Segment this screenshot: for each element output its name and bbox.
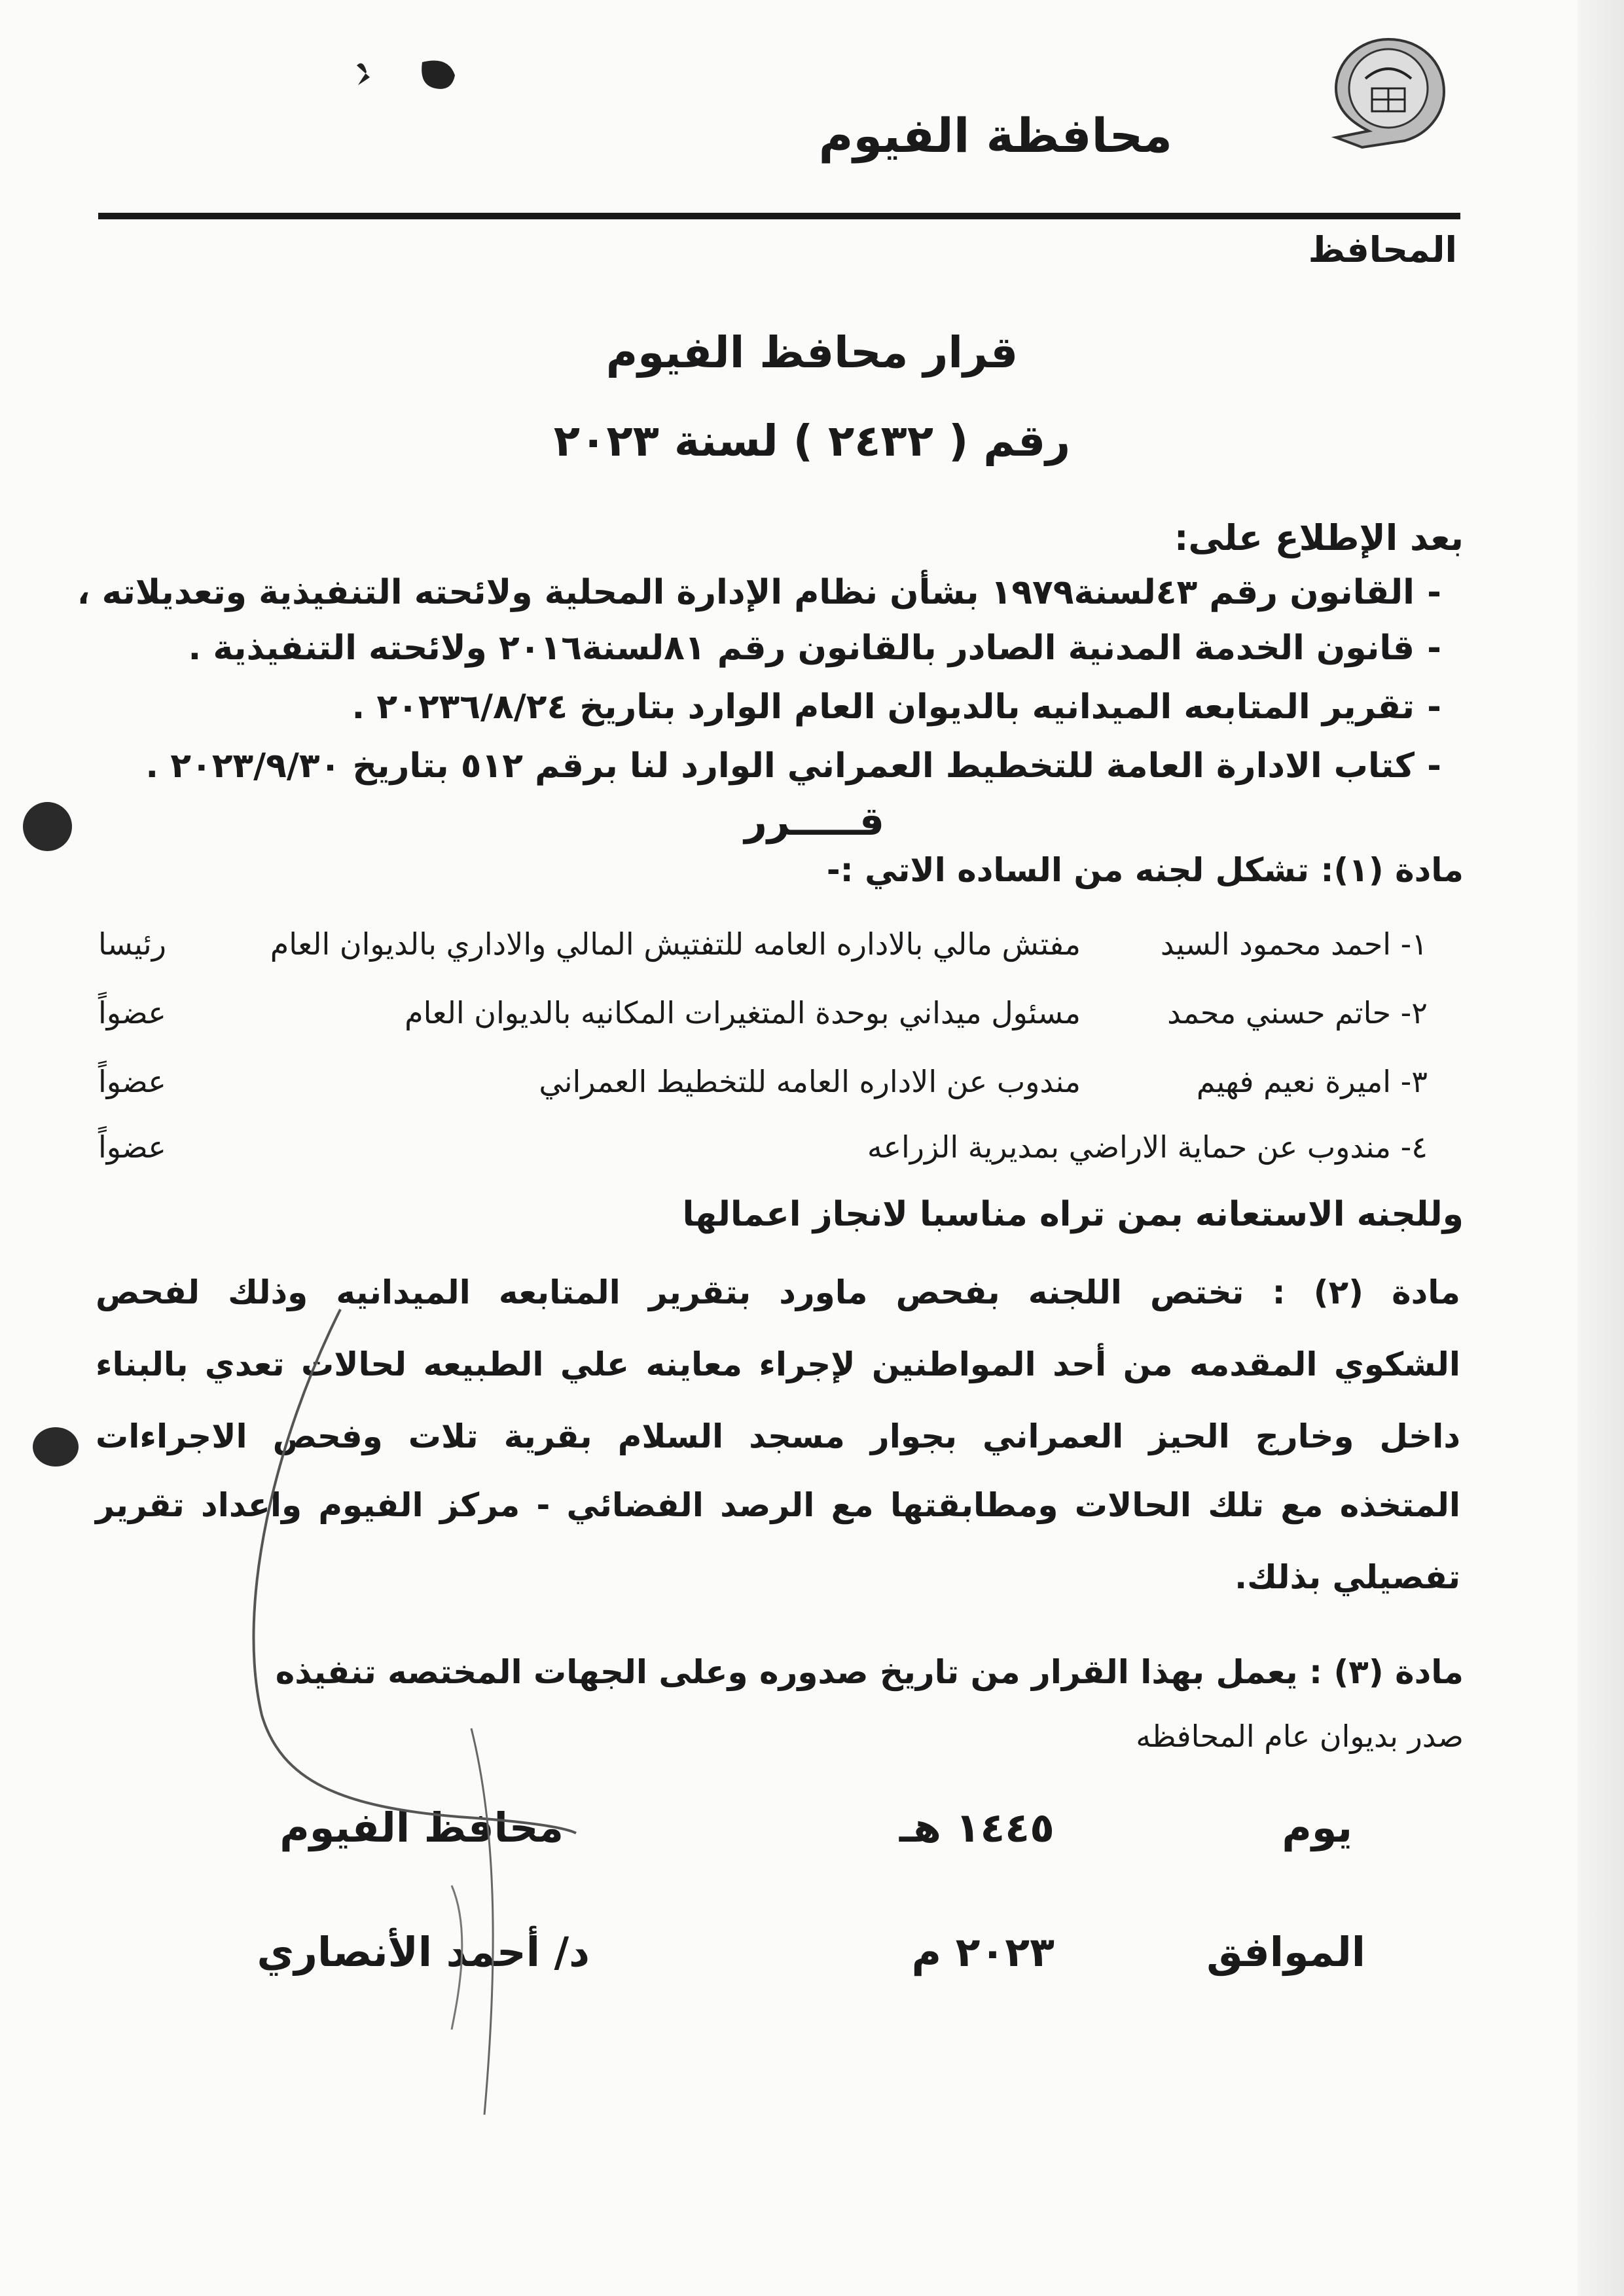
- member-name: ٤- مندوب عن حماية الاراضي بمديرية الزراعه: [867, 1129, 1428, 1165]
- preamble-item: - القانون رقم ٤٣لسنة١٩٧٩ بشأن نظام الإدارة المحلية ولائحته التنفيذية وتعديلاته ،: [77, 573, 1454, 612]
- article-2-line: داخل وخارج الحيز العمراني بجوار مسجد السلام بقرية تلات وفحص الاجراءات: [96, 1417, 1460, 1455]
- header-divider: [98, 213, 1460, 219]
- article-2-line: مادة (٢) : تختص اللجنه بفحص ماورد بتقرير المتابعه الميدانيه وذلك لفحص: [96, 1273, 1460, 1311]
- member-role: عضواً: [98, 1129, 166, 1165]
- preamble-item: - تقرير المتابعه الميدانيه بالديوان العام الوارد بتاريخ ٢٠٢٣٦/٨/٢٤ .: [352, 687, 1454, 727]
- member-role: عضواً: [98, 1064, 166, 1099]
- member-role: عضواً: [98, 995, 166, 1030]
- decides-heading: قـــــرر: [744, 799, 884, 845]
- governorate-name: محافظة الفيوم: [818, 108, 1172, 163]
- article-2-line: المتخذه مع تلك الحالات ومطابقتها مع الرصد الفضائي - مركز الفيوم واعداد تقرير: [96, 1486, 1460, 1524]
- governor-name: د/ أحمد الأنصاري: [257, 1928, 590, 1976]
- article-2-line: تفصيلي بذلك.: [1235, 1558, 1460, 1596]
- punch-hole: [23, 802, 72, 851]
- corresponding-label: الموافق: [1206, 1928, 1365, 1976]
- punch-hole: [33, 1427, 79, 1467]
- preamble-item: - قانون الخدمة المدنية الصادر بالقانون رقم ٨١لسنة٢٠١٦ ولائحته التنفيذية .: [189, 629, 1454, 668]
- member-description: مندوب عن الاداره العامه للتخطيط العمراني: [539, 1064, 1081, 1099]
- gregorian-year: ٢٠٢٣ م: [911, 1928, 1055, 1976]
- preamble-heading: بعد الإطلاع على:: [1174, 517, 1464, 558]
- day-label: يوم: [1282, 1804, 1352, 1851]
- decision-number: رقم ( ٢٤٣٢ ) لسنة ٢٠٢٣: [553, 416, 1071, 466]
- office-title: المحافظ: [1308, 229, 1457, 270]
- member-role: رئيسا: [98, 926, 166, 962]
- member-name: ١- احمد محمود السيد: [1160, 926, 1428, 962]
- committee-assist-clause: وللجنه الاستعانه بمن تراه مناسبا لانجاز اعمالها: [682, 1195, 1464, 1234]
- article-1-heading: مادة (١): تشكل لجنه من الساده الاتي :-: [826, 851, 1464, 889]
- decision-title: قرار محافظ الفيوم: [605, 327, 1019, 378]
- scan-smudge: [344, 52, 475, 105]
- member-description: مسئول ميداني بوحدة المتغيرات المكانيه بالديوان العام: [405, 995, 1081, 1030]
- governor-title: محافظ الفيوم: [280, 1804, 564, 1851]
- member-name: ٣- اميرة نعيم فهيم: [1196, 1064, 1428, 1099]
- issued-at: صدر بديوان عام المحافظه: [1136, 1719, 1464, 1754]
- governorate-emblem-icon: [1323, 26, 1454, 157]
- hijri-year: ١٤٤٥ هـ: [899, 1804, 1055, 1851]
- preamble-item: - كتاب الادارة العامة للتخطيط العمراني الوارد لنا برقم ٥١٢ بتاريخ ٢٠٢٣/٩/٣٠ .: [145, 746, 1454, 786]
- article-2-line: الشكوي المقدمه من أحد المواطنين لإجراء معاينه علي الطبيعه لحالات تعدي بالبناء: [96, 1345, 1460, 1383]
- article-3: مادة (٣) : يعمل بهذا القرار من تاريخ صدوره وعلى الجهات المختصه تنفيذه: [275, 1653, 1464, 1691]
- member-name: ٢- حاتم حسني محمد: [1167, 995, 1428, 1030]
- member-description: مفتش مالي بالاداره العامه للتفتيش المالي والاداري بالديوان العام: [270, 926, 1081, 962]
